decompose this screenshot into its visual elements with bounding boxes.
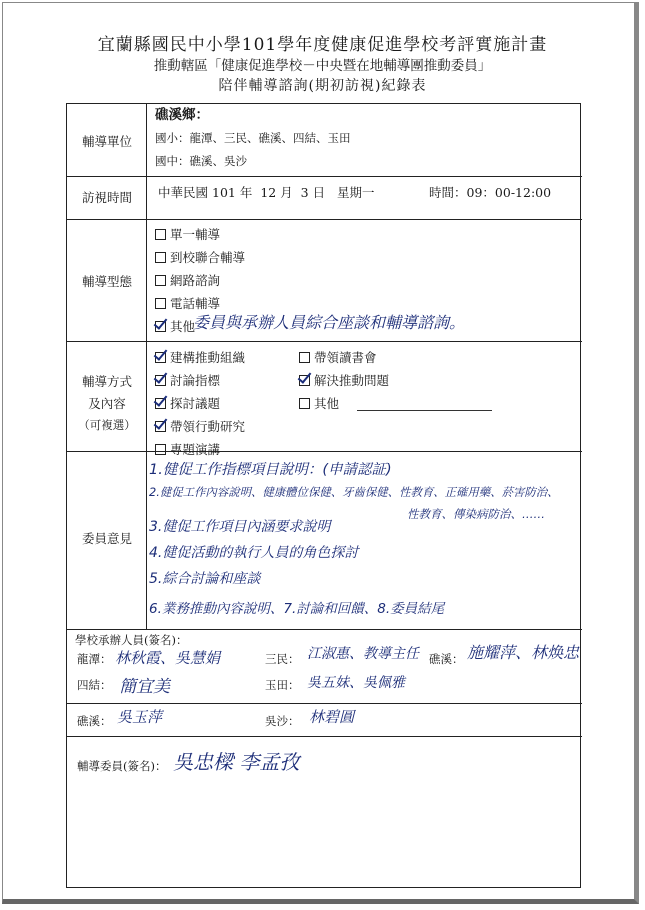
method-label-1: 輔導方式 xyxy=(81,374,132,389)
day-unit: 日 xyxy=(312,185,326,200)
method-option: 專題演講 xyxy=(155,441,220,459)
committee-signature: 吳忠樑 李孟孜 xyxy=(173,750,300,774)
signature: 林碧圓 xyxy=(309,708,355,726)
signature: 吳五妹、吳佩雅 xyxy=(307,675,405,691)
row-divider xyxy=(67,451,582,452)
type-option: 單一輔導 xyxy=(155,226,220,244)
school-sign-label: 學校承辦人員(簽名)： xyxy=(75,633,188,647)
method-option: 帶領行動研究 xyxy=(155,418,245,436)
visit-label: 訪視時間 xyxy=(81,190,132,205)
opinion-line: 4.健促活動的執行人員的角色探討 xyxy=(149,545,359,561)
checkbox[interactable] xyxy=(155,298,166,309)
other-blank-line xyxy=(357,410,492,411)
visit-year: 101 xyxy=(212,185,236,200)
committee-sign-label: 輔導委員(簽名)： xyxy=(77,759,167,773)
checkbox[interactable] xyxy=(155,275,166,286)
sign-school: 玉田： xyxy=(265,678,300,692)
method-label-2: 及內容 xyxy=(88,396,126,411)
sign-school: 龍潭： xyxy=(77,652,112,666)
opinion-line: 3.健促工作項目內涵要求說明 xyxy=(149,519,331,535)
visit-date xyxy=(158,184,375,202)
visit-month: 12 xyxy=(260,185,277,200)
opinion-line: 5.綜合討論和座談 xyxy=(149,571,261,587)
opinion-line: 6.業務推動內容說明、7.討論和回饋、8.委員結尾 xyxy=(149,601,445,617)
opinion-line: 1.健促工作指標項目說明：(申請認証) xyxy=(149,462,392,478)
type-option: 電話輔導 xyxy=(155,295,220,313)
method-option: 討論指標 xyxy=(155,372,220,390)
row-divider xyxy=(67,703,582,704)
method-option: 解決推動問題 xyxy=(299,372,389,390)
form-header xyxy=(0,34,645,96)
checkbox-checked[interactable] xyxy=(299,375,310,386)
sign-school: 吳沙： xyxy=(265,714,300,728)
label-column-divider xyxy=(146,104,147,629)
checkbox-checked[interactable] xyxy=(155,352,166,363)
time-label: 時間： xyxy=(429,185,467,200)
unit-elementary: 國小：龍潭、三民、礁溪、四結、玉田 xyxy=(155,131,351,145)
method-option: 帶領讀書會 xyxy=(299,349,377,367)
signature: 施耀萍、林焕忠 xyxy=(467,643,580,662)
checkbox-checked[interactable] xyxy=(155,375,166,386)
plan-title: 宜蘭縣國民中小學101學年度健康促進學校考評實施計畫 xyxy=(97,35,548,55)
opinion-line: 2.健促工作內容說明、健康體位保健、牙齒保健、性教育、正確用藥、菸害防治、 xyxy=(149,485,559,499)
visit-day: 3 xyxy=(300,185,309,200)
checkbox[interactable] xyxy=(299,398,310,409)
year-unit: 年 xyxy=(239,185,253,200)
sign-school: 四結： xyxy=(77,678,112,692)
plan-subtitle: 推動轄區「健康促進學校－中央暨在地輔導團推動委員」 xyxy=(153,58,492,74)
sign-school: 礁溪： xyxy=(429,652,464,666)
checkbox-checked[interactable] xyxy=(155,398,166,409)
signature: 林秋霞、吳慧娟 xyxy=(115,649,221,667)
month-unit: 月 xyxy=(280,185,293,200)
unit-township: 礁溪鄉： xyxy=(155,107,209,123)
row-divider xyxy=(67,736,582,737)
row-divider xyxy=(67,341,582,342)
signature: 江淑惠、教導主任 xyxy=(307,646,419,662)
unit-label: 輔導單位 xyxy=(81,134,132,149)
type-option: 到校聯合輔導 xyxy=(155,249,245,267)
sign-school: 礁溪： xyxy=(77,714,112,728)
signature: 吳玉萍 xyxy=(117,708,163,726)
type-option-other: 其他 xyxy=(155,318,195,336)
row-divider xyxy=(67,219,582,220)
checkbox[interactable] xyxy=(155,444,166,455)
time-value: 09：00-12:00 xyxy=(466,185,552,200)
type-label: 輔導型態 xyxy=(81,274,132,289)
signature: 簡宜美 xyxy=(119,677,170,697)
checkbox[interactable] xyxy=(155,252,166,263)
row-divider xyxy=(67,176,582,177)
method-option: 建構推動組織 xyxy=(155,349,245,367)
visit-time xyxy=(429,184,551,202)
method-label-3: （可複選） xyxy=(78,418,136,432)
unit-junior: 國中：礁溪、吳沙 xyxy=(155,154,247,168)
checkbox[interactable] xyxy=(299,352,310,363)
checkbox-checked[interactable] xyxy=(155,321,166,332)
record-table xyxy=(66,103,581,888)
method-option: 探討議題 xyxy=(155,395,220,413)
sign-school: 三民： xyxy=(265,652,300,666)
visit-weekday: 星期一 xyxy=(337,185,375,200)
form-name: 陪伴輔導諮詢(期初訪視)紀錄表 xyxy=(218,78,427,94)
row-divider xyxy=(67,629,582,630)
method-option-other: 其他 xyxy=(299,395,339,413)
type-option: 網路諮詢 xyxy=(155,272,220,290)
handwritten-other-type: 委員與承辦人員綜合座談和輔導諮詢。 xyxy=(193,313,466,332)
checkbox-checked[interactable] xyxy=(155,421,166,432)
date-prefix: 中華民國 xyxy=(158,185,209,200)
opinion-line-extra: 性教育、傳染病防治、…… xyxy=(407,507,545,521)
opinion-label: 委員意見 xyxy=(81,531,132,546)
checkbox[interactable] xyxy=(155,229,166,240)
